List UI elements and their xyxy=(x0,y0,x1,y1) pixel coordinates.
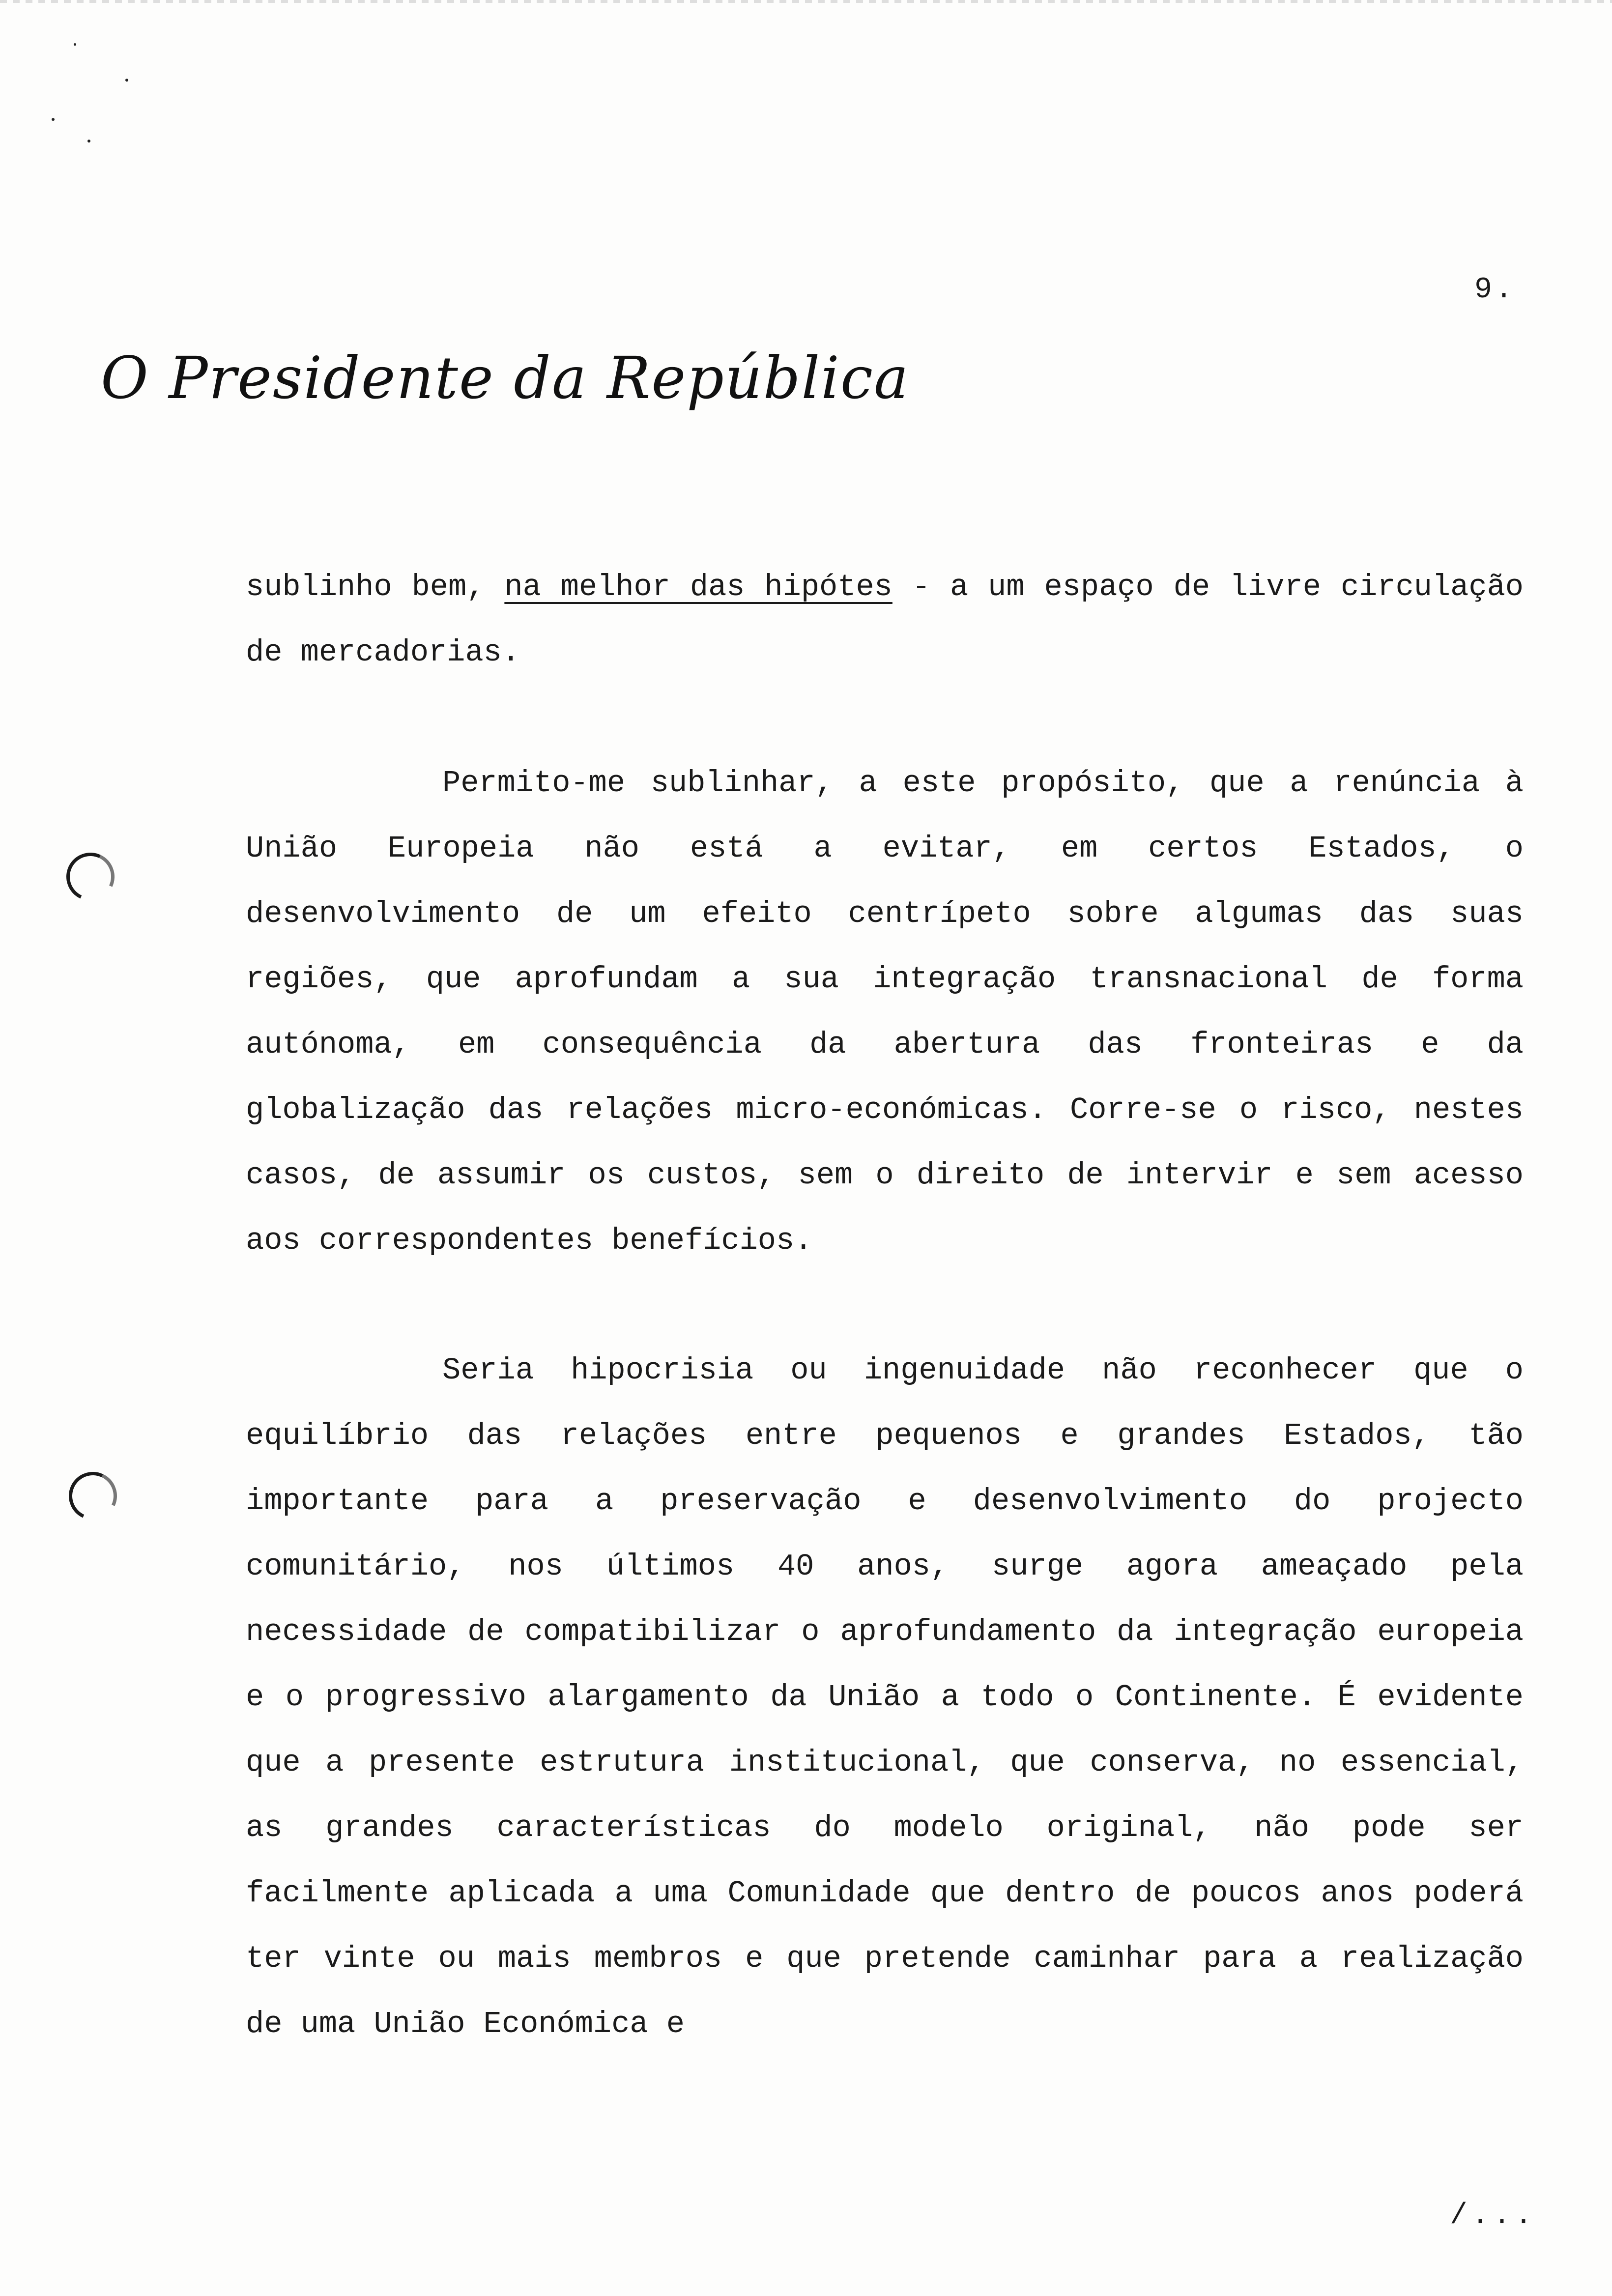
page-number: 9. xyxy=(1474,273,1516,307)
paragraph-1-end: - a um espaço de livre circulação de mercadorias. xyxy=(246,570,1524,670)
scan-speck xyxy=(52,118,55,121)
continuation-mark: /... xyxy=(1450,2199,1537,2233)
scan-speck xyxy=(87,140,90,143)
paragraph-2: Permito-me sublinhar, a este propósito, que a renúncia à União Europeia não está a evitar, em certos Estados, o desenvolvimento de um efeito centrípeto sobre algumas das suas regiões, que aprofundam a sua integração transnacional de forma autónoma, em consequência da abertura das fronteiras e da globalização das relações micro-económicas. Corre-se o risco, nestes casos, de assumir os custos, sem o direito de intervir e sem acesso aos correspondentes benefícios. xyxy=(246,766,1524,1258)
letterhead: O Presidente da República xyxy=(101,344,910,412)
paragraph-1-start: sublinho bem, xyxy=(246,570,505,604)
underlined-phrase: na melhor das hipótes xyxy=(504,570,892,604)
paragraph-3: Seria hipocrisia ou ingenuidade não reconhecer que o equilíbrio das relações entre pequenos e grandes Estados, tão importante para a preservação e desenvolvimento do projecto comunitário, nos últimos 40 anos, surge agora ameaçado pela necessidade de compatibilizar o aprofundamento da integração europeia e o progressivo alargamento da União a todo o Continente. É evidente que a presente estrutura institucional, que conserva, no essencial, as grandes características do modelo original, não pode ser facilmente aplicada a uma Comunidade que dentro de poucos anos poderá ter vinte ou mais membros e que pretende caminhar para a realização de uma União Económica e xyxy=(246,1353,1524,2041)
paragraph-1 xyxy=(246,554,1524,685)
scan-edge xyxy=(0,0,1612,3)
punch-hole-icon xyxy=(62,1465,124,1527)
scan-speck xyxy=(74,43,76,46)
punch-hole-icon xyxy=(59,846,121,908)
scan-speck xyxy=(125,79,128,82)
